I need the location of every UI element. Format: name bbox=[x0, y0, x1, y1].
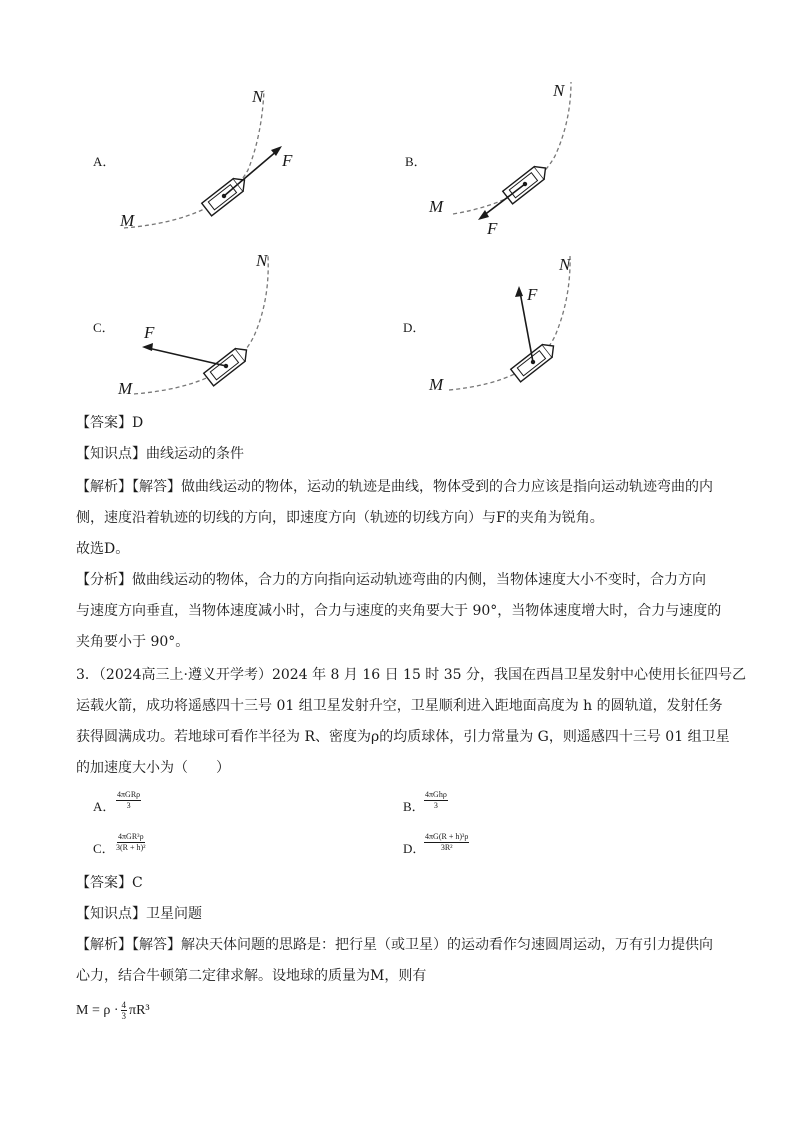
q2-knowledge: 【知识点】曲线运动的条件 bbox=[76, 446, 244, 462]
fraction-denominator: 3 bbox=[433, 801, 438, 810]
label-m: M bbox=[429, 375, 444, 394]
q3-analysis-line1: 【解析】【解答】解决天体问题的思路是：把行星（或卫星）的运动看作匀速圆周运动，万有引力提供向 bbox=[76, 937, 713, 953]
option-b-label: B． bbox=[405, 154, 427, 169]
q3-option-a-fraction bbox=[116, 790, 141, 811]
rocket-icon bbox=[204, 344, 252, 386]
trajectory-curve bbox=[124, 90, 264, 228]
option-a-label: A． bbox=[93, 154, 116, 169]
fraction-numerator: 4πGR³ρ bbox=[118, 832, 144, 841]
mass-formula bbox=[76, 1000, 150, 1021]
figure-option-a bbox=[110, 80, 310, 240]
q3-option-b-label: B． bbox=[403, 799, 425, 814]
label-f: F bbox=[527, 285, 538, 304]
q3-answer: 【答案】C bbox=[76, 875, 143, 891]
formula-fraction bbox=[121, 1000, 128, 1021]
figure-option-d bbox=[425, 246, 615, 404]
fraction-denominator: 3 bbox=[121, 1011, 126, 1021]
q2-choose: 故选D。 bbox=[76, 541, 130, 557]
label-n: N bbox=[256, 251, 268, 270]
q3-option-d-fraction bbox=[424, 832, 469, 853]
fraction-denominator: 3 bbox=[126, 801, 131, 810]
q3-option-b-fraction bbox=[424, 790, 448, 811]
rocket-icon bbox=[511, 340, 559, 382]
fraction-numerator: 4πGRρ bbox=[117, 790, 141, 799]
q3-stem-line3: 获得圆满成功。若地球可看作半径为 R、密度为ρ的均质球体，引力常量为 G，则遥感四十三号 01 组卫星 bbox=[76, 729, 730, 745]
option-d-label: D． bbox=[403, 320, 426, 335]
option-c-label: C． bbox=[93, 320, 115, 335]
force-arrow bbox=[224, 150, 278, 196]
formula-tail: πR³ bbox=[129, 1002, 150, 1018]
fraction-numerator: 4πGhρ bbox=[425, 790, 447, 799]
label-f: F bbox=[282, 151, 293, 170]
formula-lhs: M = ρ · bbox=[76, 1002, 119, 1018]
fraction-denominator: 3(R + h)² bbox=[116, 843, 146, 852]
q2-fenxi-line3: 夹角要小于 90°。 bbox=[76, 634, 190, 650]
fraction-numerator: 4πG(R + h)³ρ bbox=[425, 832, 469, 841]
label-f: F bbox=[144, 323, 155, 342]
label-n: N bbox=[553, 81, 565, 100]
q2-fenxi-line1: 【分析】做曲线运动的物体，合力的方向指向运动轨迹弯曲的内侧，当物体速度大小不变时，合力方向 bbox=[76, 572, 706, 588]
label-f: F bbox=[487, 219, 498, 238]
q2-answer: 【答案】D bbox=[76, 415, 144, 431]
fraction-numerator: 4 bbox=[121, 1000, 126, 1010]
force-arrow bbox=[483, 184, 525, 216]
q3-option-c-fraction bbox=[115, 832, 147, 853]
label-m: M bbox=[429, 197, 444, 216]
label-m: M bbox=[118, 379, 133, 398]
label-n: N bbox=[252, 87, 264, 106]
q3-option-a-label: A． bbox=[93, 799, 116, 814]
q2-fenxi-line2: 与速度方向垂直，当物体速度减小时，合力与速度的夹角要大于 90°，当物体速度增大时，合力与速度的 bbox=[76, 603, 722, 619]
q3-option-c-label: C． bbox=[93, 841, 115, 856]
figure-option-c bbox=[110, 244, 310, 404]
q3-stem-line1: 3．（2024高三上·遵义开学考）2024 年 8 月 16 日 15 时 35 分，我国在西昌卫星发射中心使用长征四号乙 bbox=[76, 667, 747, 683]
q3-stem-line4: 的加速度大小为（ ） bbox=[76, 760, 230, 776]
rocket-icon bbox=[503, 162, 551, 204]
q2-analysis-line2: 侧，速度沿着轨迹的切线的方向，即速度方向（轨迹的切线方向）与F的夹角为锐角。 bbox=[76, 510, 604, 526]
label-n: N bbox=[559, 255, 571, 274]
force-arrow bbox=[148, 348, 226, 366]
trajectory-curve bbox=[449, 256, 570, 390]
figure-option-b bbox=[425, 76, 615, 240]
q3-knowledge: 【知识点】卫星问题 bbox=[76, 906, 202, 922]
q3-analysis-line2: 心力，结合牛顿第二定律求解。设地球的质量为M，则有 bbox=[76, 968, 427, 984]
q3-stem-line2: 运载火箭，成功将遥感四十三号 01 组卫星发射升空，卫星顺利进入距地面高度为 h 的圆轨道，发射任务 bbox=[76, 698, 723, 714]
q2-analysis-line1: 【解析】【解答】做曲线运动的物体，运动的轨迹是曲线，物体受到的合力应该是指向运动轨迹弯曲的内 bbox=[76, 479, 713, 495]
label-m: M bbox=[120, 211, 135, 230]
q3-option-d-label: D． bbox=[403, 841, 426, 856]
fraction-denominator: 3R² bbox=[440, 843, 453, 852]
